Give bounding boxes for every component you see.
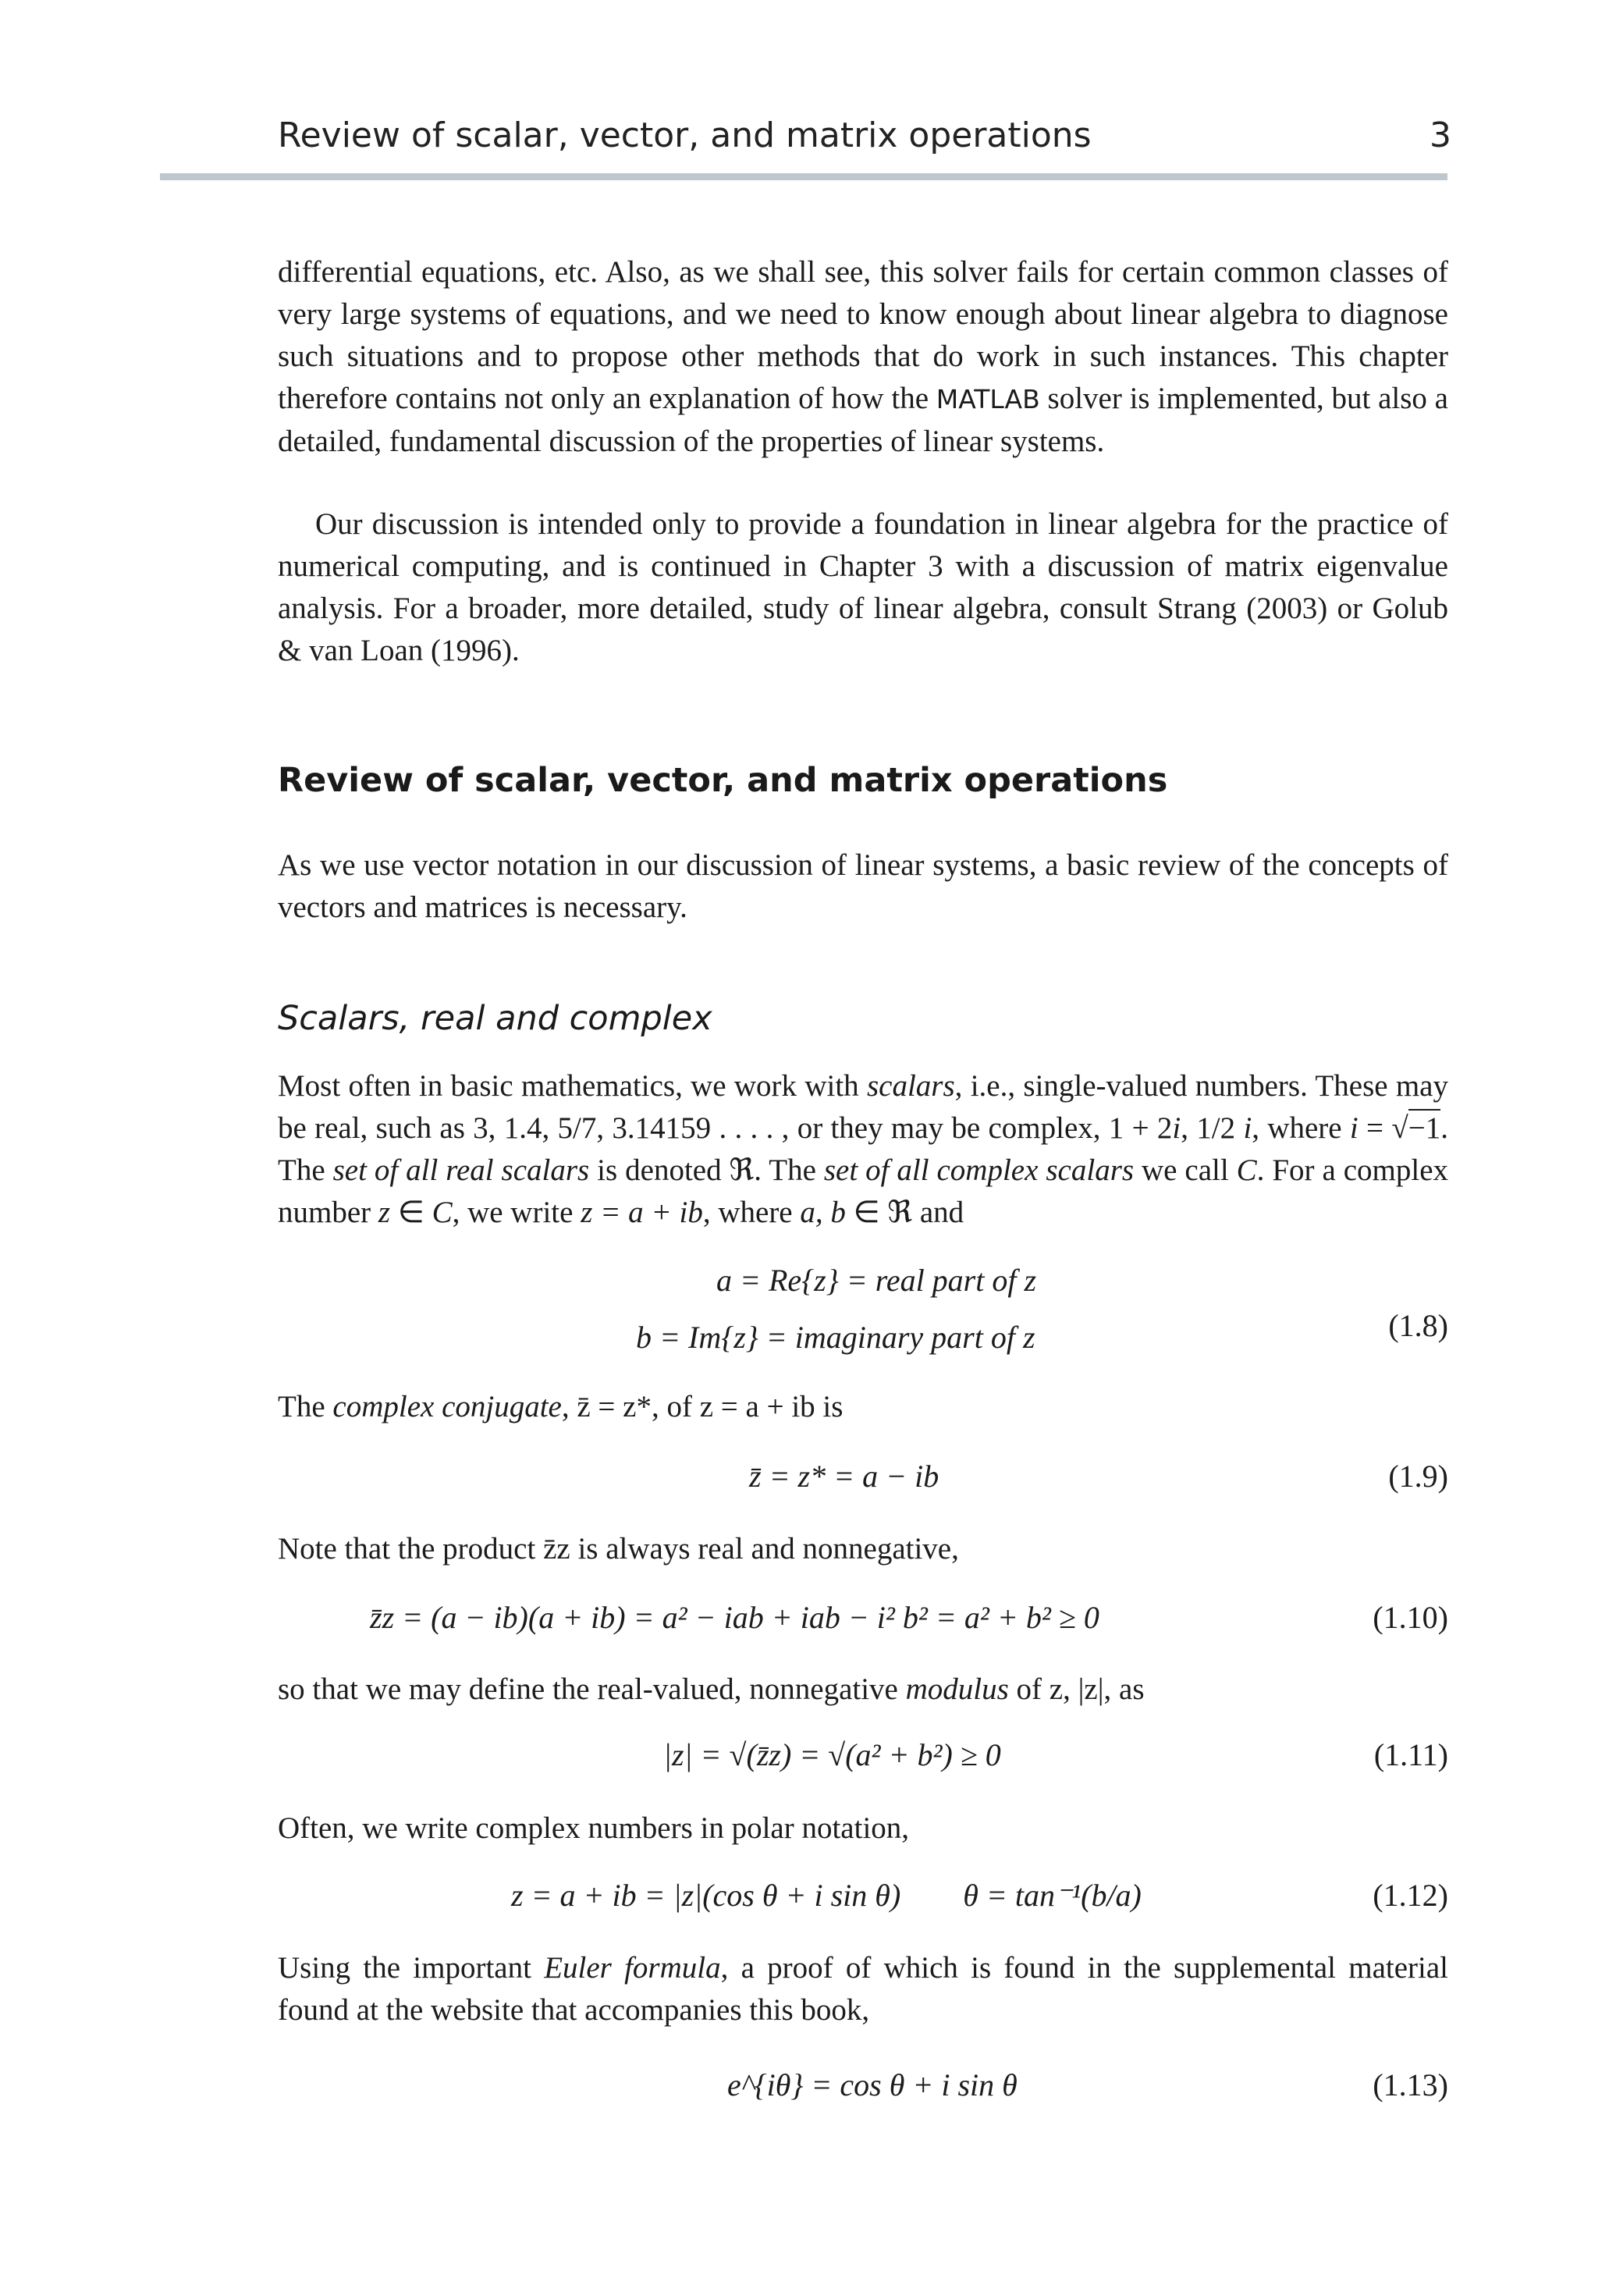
equation-number-1-12: (1.12) <box>1373 1878 1448 1913</box>
scalars-paragraph: Most often in basic mathematics, we work with scalars, i.e., single-valued numbers. These may be real, such as 3, 1.4, 5/7, 3.14159 . . . . , or they may be complex, 1 + 2i, 1/2 i, where i = √−1. The set of all real scalars is denoted ℜ. The set of all complex scalars we call C. For a complex number z ∈ C, we write z = a + ib, where a, b ∈ ℜ and <box>278 1069 1449 1229</box>
section-heading: Review of scalar, vector, and matrix operations <box>278 761 1168 800</box>
page-number: 3 <box>1430 116 1451 155</box>
running-head-title: Review of scalar, vector, and matrix operations <box>278 116 1092 155</box>
equation-1-12: z = a + ib = |z|(cos θ + i sin θ) θ = tan⁻¹(b/a) <box>511 1878 1142 1913</box>
equation-1-11: |z| = √(z̄z) = √(a² + b²) ≥ 0 <box>663 1737 1001 1772</box>
conjugate-sentence: The complex conjugate, z̄ = z*, of z = a + ib is <box>278 1390 844 1423</box>
equation-1-9: z̄ = z* = a − ib <box>749 1459 939 1494</box>
equation-number-1-11: (1.11) <box>1373 1737 1448 1772</box>
equation-1-8-line-1: a = Re{z} = real part of z <box>716 1263 1037 1298</box>
subsection-heading: Scalars, real and complex <box>278 999 712 1038</box>
product-note: Note that the product z̄z is always real and nonnegative, <box>278 1532 959 1566</box>
section-intro-paragraph: As we use vector notation in our discussion of linear systems, a basic review of the concepts of vectors and matrices is necessary. <box>278 848 1448 924</box>
equation-1-10: z̄z = (a − ib)(a + ib) = a² − iab + iab − i² b² = a² + b² ≥ 0 <box>370 1600 1099 1635</box>
equation-number-1-13: (1.13) <box>1373 2067 1448 2102</box>
equation-number-1-9: (1.9) <box>1388 1459 1448 1494</box>
intro-paragraph-2: Our discussion is intended only to provide a foundation in linear algebra for the practice of numerical computing, and is continued in Chapter 3 with a discussion of matrix eigenvalue analysis. For a broader, more detailed, study of linear algebra, consult Strang (2003) or Golub & van Loan (1996). <box>278 507 1448 667</box>
modulus-sentence: so that we may define the real-valued, nonnegative modulus of z, |z|, as <box>278 1672 1145 1706</box>
matlab-label: MATLAB <box>936 384 1040 414</box>
equation-number-1-10: (1.10) <box>1373 1600 1448 1635</box>
equation-1-13: e^{iθ} = cos θ + i sin θ <box>727 2067 1018 2102</box>
polar-sentence: Often, we write complex numbers in polar notation, <box>278 1811 910 1845</box>
intro-paragraph-1: differential equations, etc. Also, as we shall see, this solver fails for certain common classes of very large systems of equations, and we need to know enough about linear algebra to diagnose such situations and to propose other methods that do work in such instances. This chapter therefore contains not only an explanation of how the MATLAB solver is implemented, but also a detailed, fundamental discussion of the properties of linear systems. <box>278 255 1448 458</box>
equation-number-1-8: (1.8) <box>1388 1308 1448 1343</box>
euler-paragraph: Using the important Euler formula, a proof of which is found in the supplemental material found at the website that accompanies this book, <box>278 1951 1448 2027</box>
header-rule <box>160 173 1447 180</box>
equation-1-8-line-2: b = Im{z} = imaginary part of z <box>636 1320 1035 1355</box>
